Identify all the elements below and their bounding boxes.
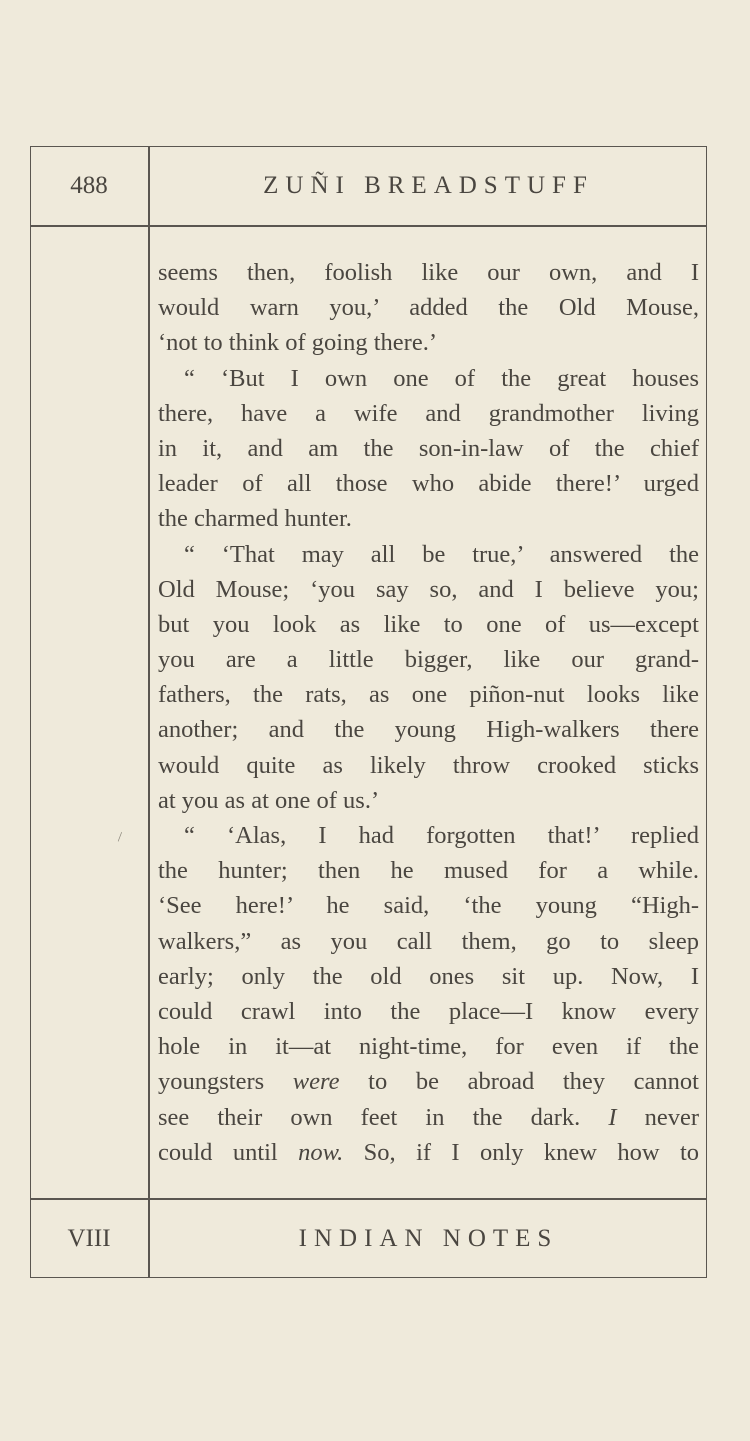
text-segment: seems then, foolish like our own, and I <box>158 259 699 286</box>
text-segment: youngsters <box>158 1068 293 1096</box>
text-line <box>158 255 699 290</box>
text-line <box>158 783 699 818</box>
body-text <box>158 255 699 1170</box>
text-line <box>158 466 699 501</box>
text-segment: you are a little bigger, like our grand- <box>158 646 699 674</box>
footer-section-number: VIII <box>67 1225 111 1252</box>
text-line <box>158 1100 699 1135</box>
text-segment: leader of all those who abide there!’ urged <box>158 470 699 498</box>
text-segment: at you as at one of us.’ <box>158 786 380 814</box>
text-segment: see their own feet in the dark. <box>158 1103 609 1131</box>
text-segment: “ ‘That may all be true,’ answered the <box>184 540 699 568</box>
text-line <box>158 1064 699 1099</box>
text-line <box>158 1135 699 1170</box>
text-segment: ‘See here!’ he said, ‘the young “High- <box>158 892 699 920</box>
column-divider <box>148 146 150 1278</box>
text-segment: walkers,” as you call them, go to sleep <box>158 927 699 955</box>
text-segment: never <box>616 1103 699 1131</box>
text-segment: So, if I only knew how to <box>343 1138 700 1166</box>
text-segment: Old Mouse; ‘you say so, and I believe you; <box>158 575 699 603</box>
text-line <box>158 572 699 607</box>
text-line <box>158 888 699 923</box>
text-segment: could crawl into the place—I know every <box>158 997 699 1025</box>
italic-text: were <box>292 1068 340 1096</box>
text-segment: the hunter; then he mused for a while. <box>158 857 699 885</box>
text-segment: “ ‘Alas, I had forgotten that!’ replied <box>184 822 699 849</box>
text-line <box>158 853 699 888</box>
text-line <box>158 677 699 712</box>
text-line <box>158 818 699 853</box>
text-segment: to be abroad they cannot <box>339 1068 699 1096</box>
text-segment: the charmed hunter. <box>158 505 352 533</box>
footer-title: INDIAN NOTES <box>298 1225 559 1252</box>
text-segment: hole in it—at night-time, for even if the <box>158 1033 699 1061</box>
text-line <box>158 607 699 642</box>
text-line <box>158 501 699 536</box>
text-line <box>158 1029 699 1064</box>
margin-mark: \ <box>112 830 126 845</box>
text-line <box>158 537 699 572</box>
text-line <box>158 642 699 677</box>
text-segment: would quite as likely throw crooked sticks <box>158 751 699 779</box>
running-title: ZUÑI BREADSTUFF <box>263 172 594 199</box>
text-line <box>158 431 699 466</box>
text-line <box>158 325 699 360</box>
text-segment: “ ‘But I own one of the great houses <box>184 364 699 392</box>
text-segment: in it, and am the son-in-law of the chief <box>158 434 699 462</box>
text-segment: there, have a wife and grandmother living <box>158 399 699 427</box>
text-segment: would warn you,’ added the Old Mouse, <box>158 294 699 322</box>
text-line <box>158 959 699 994</box>
text-line <box>158 994 699 1029</box>
text-line <box>158 396 699 431</box>
italic-text: now. <box>298 1138 344 1166</box>
text-line <box>158 748 699 783</box>
text-segment: could until <box>158 1138 299 1166</box>
text-line <box>158 712 699 747</box>
text-line <box>158 361 699 396</box>
text-segment: early; only the old ones sit up. Now, I <box>158 962 699 990</box>
text-line <box>158 290 699 325</box>
text-segment: ‘not to think of going there.’ <box>158 329 437 357</box>
text-segment: another; and the young High-walkers there <box>158 716 699 744</box>
text-segment: but you look as like to one of us—except <box>158 610 699 638</box>
text-segment: fathers, the rats, as one piñon-nut looks like <box>158 681 699 709</box>
italic-text: I <box>608 1103 617 1131</box>
page-number: 488 <box>70 172 108 199</box>
text-line <box>158 924 699 959</box>
